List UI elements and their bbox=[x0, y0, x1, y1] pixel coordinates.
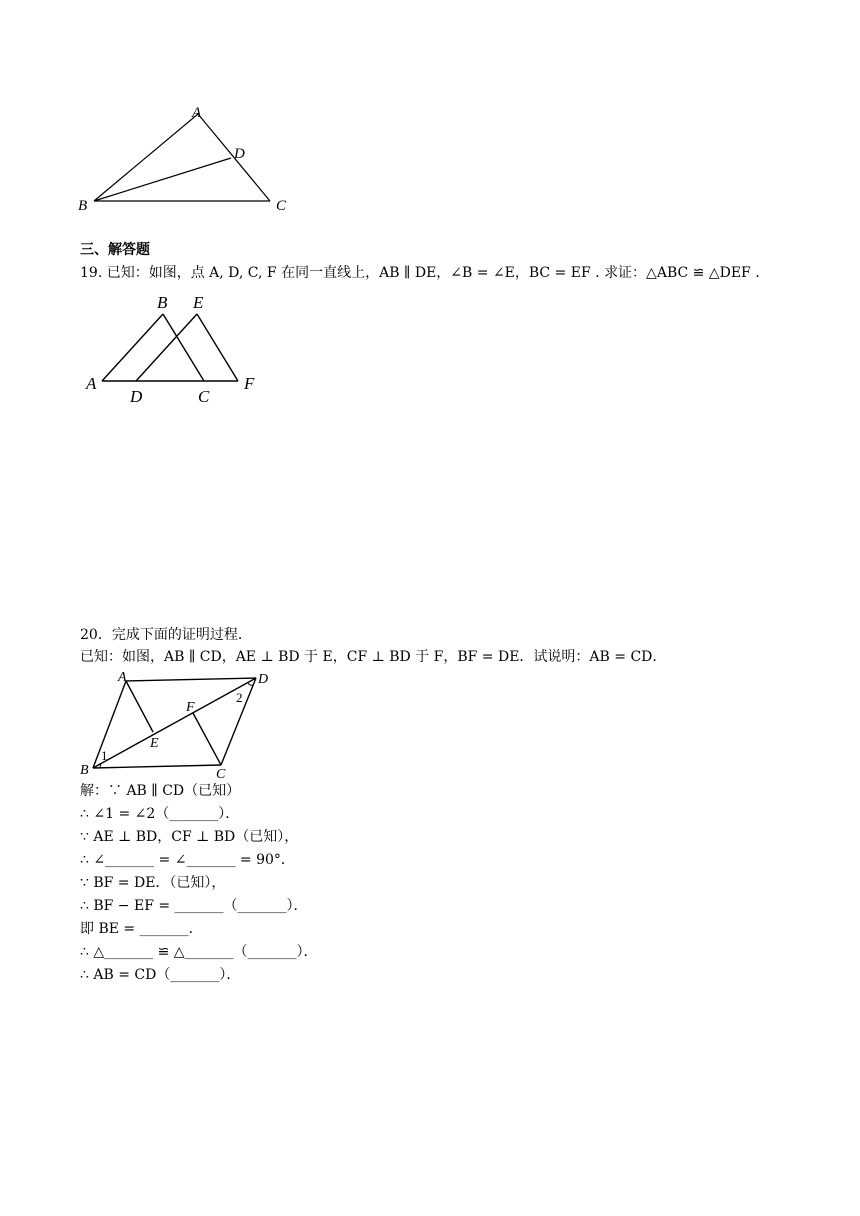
label-a: A bbox=[118, 670, 127, 685]
label-f: F bbox=[186, 700, 195, 715]
solution-line-3: ∵ AE ⊥ BD，CF ⊥ BD（已知）， bbox=[80, 829, 299, 845]
label-d: D bbox=[258, 672, 269, 687]
top-triangle-figure bbox=[70, 98, 310, 220]
segment-bc bbox=[93, 765, 221, 768]
segment-bd bbox=[93, 678, 256, 768]
label-b: B bbox=[78, 198, 88, 214]
label-d: D bbox=[130, 387, 143, 406]
label-e: E bbox=[193, 293, 204, 312]
solution-line-2: ∴ ∠1 = ∠2（_______）． bbox=[80, 806, 240, 822]
solution-line-5: ∵ BF = DE．（已知）， bbox=[80, 875, 226, 891]
section-heading: 三、解答题 bbox=[80, 242, 150, 258]
segment-de bbox=[136, 314, 197, 381]
q20-title: 20．完成下面的证明过程． bbox=[80, 627, 252, 643]
label-b: B bbox=[157, 293, 168, 312]
segment-bd bbox=[94, 158, 231, 201]
q19-figure bbox=[80, 290, 270, 410]
segment-ab bbox=[93, 681, 126, 768]
segment-cf bbox=[193, 713, 221, 765]
label-a: A bbox=[192, 105, 202, 121]
solution-line-7: 即 BE = _______． bbox=[80, 921, 203, 937]
label-c: C bbox=[198, 387, 210, 406]
label-d: D bbox=[234, 146, 245, 162]
solution-line-6: ∴ BF − EF = _______（_______）． bbox=[80, 898, 308, 914]
segment-ab bbox=[102, 314, 163, 381]
label-c: C bbox=[276, 198, 287, 214]
segment-ba bbox=[94, 114, 198, 201]
q20-figure bbox=[76, 670, 276, 780]
label-e: E bbox=[150, 736, 159, 751]
segment-bc bbox=[163, 314, 204, 381]
label-c: C bbox=[216, 767, 226, 780]
solution-line-1: 解：∵ AB ∥ CD（已知） bbox=[80, 783, 241, 799]
solution-line-8: ∴ △_______ ≌ △_______（_______）． bbox=[80, 944, 318, 960]
q19-text: 19. 已知：如图，点 A, D, C, F 在同一直线上，AB ∥ DE，∠B = ∠E，BC = EF . 求证：△ABC ≌ △DEF . bbox=[80, 265, 760, 281]
solution-line-9: ∴ AB = CD（_______）． bbox=[80, 967, 241, 983]
label-b: B bbox=[80, 763, 89, 778]
q20-given: 已知：如图，AB ∥ CD，AE ⊥ BD 于 E，CF ⊥ BD 于 F，BF = DE．试说明：AB = CD． bbox=[80, 649, 667, 665]
label-f: F bbox=[244, 374, 255, 393]
segment-ef bbox=[197, 314, 238, 381]
solution-line-4: ∴ ∠_______ = ∠_______ = 90°． bbox=[80, 852, 295, 868]
segment-ae bbox=[126, 681, 153, 732]
angle-2-arc bbox=[248, 683, 253, 685]
label-a: A bbox=[86, 374, 97, 393]
label-angle-1: 1 bbox=[101, 748, 108, 763]
segment-ad bbox=[126, 678, 256, 681]
label-angle-2: 2 bbox=[236, 690, 243, 705]
